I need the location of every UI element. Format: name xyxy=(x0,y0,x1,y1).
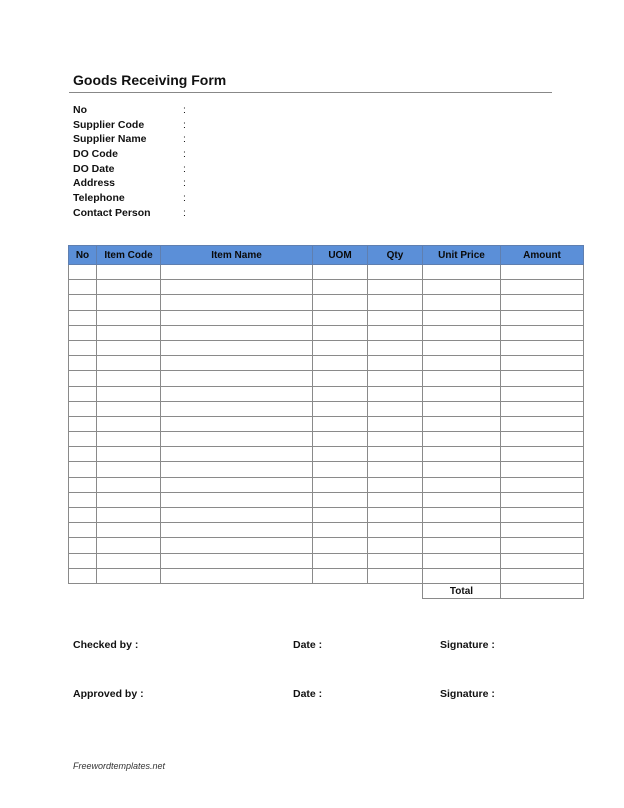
field-separator: : xyxy=(183,104,186,116)
table-cell[interactable] xyxy=(69,401,97,416)
table-cell[interactable] xyxy=(368,508,423,523)
table-cell[interactable] xyxy=(161,523,313,538)
column-header-amount: Amount xyxy=(501,246,584,265)
table-cell[interactable] xyxy=(423,553,501,568)
approved-signature-label: Signature : xyxy=(440,688,495,700)
form-title: Goods Receiving Form xyxy=(73,72,227,88)
field-separator: : xyxy=(183,206,186,219)
table-cell[interactable] xyxy=(368,492,423,507)
field-telephone[interactable] xyxy=(73,191,186,206)
table-cell[interactable] xyxy=(423,310,501,325)
table-cell[interactable] xyxy=(69,416,97,431)
checked-signature-label: Signature : xyxy=(440,639,495,651)
column-header-uom: UOM xyxy=(313,246,368,265)
table-cell[interactable] xyxy=(423,401,501,416)
table-cell[interactable] xyxy=(313,432,368,447)
table-cell[interactable] xyxy=(313,386,368,401)
table-row xyxy=(69,432,584,447)
table-cell[interactable] xyxy=(368,340,423,355)
table-cell[interactable] xyxy=(161,310,313,325)
table-row xyxy=(69,477,584,492)
table-cell[interactable] xyxy=(501,568,584,583)
table-cell[interactable] xyxy=(501,492,584,507)
table-cell[interactable] xyxy=(97,492,161,507)
table-cell[interactable] xyxy=(69,447,97,462)
table-cell[interactable] xyxy=(501,310,584,325)
table-cell[interactable] xyxy=(313,325,368,340)
approved-by-label: Approved by : xyxy=(73,688,144,700)
table-cell[interactable] xyxy=(69,310,97,325)
table-cell[interactable] xyxy=(368,295,423,310)
table-cell[interactable] xyxy=(368,325,423,340)
table-row xyxy=(69,538,584,553)
table-cell[interactable] xyxy=(69,538,97,553)
table-cell[interactable] xyxy=(161,401,313,416)
table-row xyxy=(69,492,584,507)
table-cell[interactable] xyxy=(501,538,584,553)
table-cell[interactable] xyxy=(97,553,161,568)
table-cell[interactable] xyxy=(161,462,313,477)
table-cell[interactable] xyxy=(97,371,161,386)
table-cell[interactable] xyxy=(423,462,501,477)
table-cell[interactable] xyxy=(313,568,368,583)
table-cell[interactable] xyxy=(161,280,313,295)
table-cell[interactable] xyxy=(161,432,313,447)
table-cell[interactable] xyxy=(423,340,501,355)
table-cell[interactable] xyxy=(161,553,313,568)
table-cell[interactable] xyxy=(423,325,501,340)
table-cell[interactable] xyxy=(423,265,501,280)
field-separator: : xyxy=(183,162,186,175)
table-cell[interactable] xyxy=(97,462,161,477)
column-header-no: No xyxy=(69,246,97,265)
table-row xyxy=(69,371,584,386)
table-cell[interactable] xyxy=(368,310,423,325)
table-cell[interactable] xyxy=(501,340,584,355)
table-cell[interactable] xyxy=(69,295,97,310)
checked-date-label: Date : xyxy=(293,639,323,651)
table-cell[interactable] xyxy=(161,447,313,462)
table-cell[interactable] xyxy=(313,462,368,477)
field-do-code[interactable] xyxy=(73,147,186,162)
table-cell[interactable] xyxy=(97,416,161,431)
table-row xyxy=(69,523,584,538)
table-cell[interactable] xyxy=(501,295,584,310)
field-separator: : xyxy=(183,118,186,131)
table-cell[interactable] xyxy=(423,280,501,295)
table-cell[interactable] xyxy=(368,401,423,416)
table-cell[interactable] xyxy=(501,508,584,523)
table-cell[interactable] xyxy=(97,265,161,280)
total-value-cell[interactable] xyxy=(501,583,584,598)
table-cell[interactable] xyxy=(97,295,161,310)
field-label: Telephone xyxy=(73,192,125,205)
table-cell[interactable] xyxy=(69,462,97,477)
table-row xyxy=(69,280,584,295)
table-cell[interactable] xyxy=(423,447,501,462)
table-cell[interactable] xyxy=(69,508,97,523)
table-cell[interactable] xyxy=(501,401,584,416)
table-cell[interactable] xyxy=(161,371,313,386)
table-cell[interactable] xyxy=(161,477,313,492)
column-header-item-code: Item Code xyxy=(97,246,161,265)
field-label: Supplier Code xyxy=(73,118,145,131)
table-cell[interactable] xyxy=(368,280,423,295)
table-cell[interactable] xyxy=(501,553,584,568)
table-cell[interactable] xyxy=(313,340,368,355)
table-cell[interactable] xyxy=(313,538,368,553)
items-table xyxy=(68,245,584,599)
table-row xyxy=(69,447,584,462)
footer-watermark: Freewordtemplates.net xyxy=(73,761,166,771)
header-fields xyxy=(73,103,186,221)
table-cell[interactable] xyxy=(97,340,161,355)
field-separator: : xyxy=(183,177,186,190)
table-cell[interactable] xyxy=(368,432,423,447)
table-cell[interactable] xyxy=(423,295,501,310)
field-supplier-code[interactable] xyxy=(73,118,186,133)
field-label: DO Date xyxy=(73,162,115,175)
table-cell[interactable] xyxy=(368,462,423,477)
table-row xyxy=(69,386,584,401)
table-cell[interactable] xyxy=(161,265,313,280)
table-cell[interactable] xyxy=(368,568,423,583)
table-cell[interactable] xyxy=(97,280,161,295)
table-row xyxy=(69,310,584,325)
table-cell[interactable] xyxy=(501,416,584,431)
table-cell[interactable] xyxy=(313,416,368,431)
table-cell[interactable] xyxy=(423,508,501,523)
table-cell[interactable] xyxy=(423,523,501,538)
table-cell[interactable] xyxy=(423,477,501,492)
column-header-unit-price: Unit Price xyxy=(423,246,501,265)
table-cell[interactable] xyxy=(97,523,161,538)
table-cell[interactable] xyxy=(69,325,97,340)
field-contact-person[interactable] xyxy=(73,206,186,221)
table-cell[interactable] xyxy=(501,325,584,340)
table-row xyxy=(69,508,584,523)
table-cell[interactable] xyxy=(313,553,368,568)
table-cell[interactable] xyxy=(161,295,313,310)
field-label: Supplier Name xyxy=(73,133,147,146)
table-cell[interactable] xyxy=(501,356,584,371)
table-cell[interactable] xyxy=(69,386,97,401)
table-header-row xyxy=(69,246,584,265)
table-cell[interactable] xyxy=(313,310,368,325)
table-cell[interactable] xyxy=(501,280,584,295)
table-cell[interactable] xyxy=(97,325,161,340)
table-row xyxy=(69,568,584,583)
table-cell[interactable] xyxy=(97,477,161,492)
table-cell[interactable] xyxy=(161,568,313,583)
table-row xyxy=(69,340,584,355)
table-row xyxy=(69,416,584,431)
table-cell[interactable] xyxy=(161,356,313,371)
table-cell[interactable] xyxy=(368,356,423,371)
table-cell[interactable] xyxy=(69,356,97,371)
table-cell[interactable] xyxy=(97,356,161,371)
field-label: No xyxy=(73,104,87,116)
table-cell[interactable] xyxy=(368,477,423,492)
table-cell[interactable] xyxy=(423,538,501,553)
table-cell[interactable] xyxy=(501,386,584,401)
table-cell[interactable] xyxy=(423,492,501,507)
table-cell[interactable] xyxy=(313,371,368,386)
table-cell[interactable] xyxy=(313,356,368,371)
field-separator: : xyxy=(183,148,186,161)
table-cell[interactable] xyxy=(97,386,161,401)
table-cell[interactable] xyxy=(161,340,313,355)
table-cell[interactable] xyxy=(69,568,97,583)
table-cell[interactable] xyxy=(97,447,161,462)
table-cell[interactable] xyxy=(161,386,313,401)
table-row xyxy=(69,553,584,568)
field-separator: : xyxy=(183,133,186,146)
table-cell[interactable] xyxy=(97,401,161,416)
table-cell[interactable] xyxy=(313,523,368,538)
table-cell[interactable] xyxy=(313,295,368,310)
table-cell[interactable] xyxy=(368,523,423,538)
total-label: Total xyxy=(423,583,501,598)
total-row-spacer xyxy=(69,583,423,598)
table-cell[interactable] xyxy=(97,508,161,523)
table-cell[interactable] xyxy=(69,265,97,280)
table-cell[interactable] xyxy=(97,432,161,447)
table-row xyxy=(69,401,584,416)
table-cell[interactable] xyxy=(423,356,501,371)
total-row xyxy=(69,583,584,598)
table-cell[interactable] xyxy=(368,416,423,431)
table-cell[interactable] xyxy=(97,538,161,553)
table-cell[interactable] xyxy=(368,386,423,401)
table-cell[interactable] xyxy=(161,416,313,431)
table-row xyxy=(69,325,584,340)
table-body xyxy=(69,265,584,584)
table-cell[interactable] xyxy=(69,432,97,447)
table-cell[interactable] xyxy=(69,523,97,538)
table-cell[interactable] xyxy=(69,371,97,386)
table-cell[interactable] xyxy=(423,568,501,583)
table-cell[interactable] xyxy=(368,447,423,462)
table-cell[interactable] xyxy=(69,477,97,492)
table-row xyxy=(69,295,584,310)
table-cell[interactable] xyxy=(313,401,368,416)
field-label: DO Code xyxy=(73,148,118,161)
table-cell[interactable] xyxy=(97,310,161,325)
table-cell[interactable] xyxy=(423,386,501,401)
table-cell[interactable] xyxy=(313,477,368,492)
table-cell[interactable] xyxy=(368,538,423,553)
table-cell[interactable] xyxy=(368,553,423,568)
field-no[interactable] xyxy=(73,103,186,118)
table-cell[interactable] xyxy=(501,265,584,280)
table-cell[interactable] xyxy=(423,416,501,431)
table-cell[interactable] xyxy=(161,492,313,507)
field-do-date[interactable] xyxy=(73,162,186,177)
table-cell[interactable] xyxy=(313,280,368,295)
table-cell[interactable] xyxy=(368,265,423,280)
field-supplier-name[interactable] xyxy=(73,132,186,147)
table-cell[interactable] xyxy=(313,265,368,280)
field-address[interactable] xyxy=(73,176,186,191)
table-cell[interactable] xyxy=(161,325,313,340)
table-cell[interactable] xyxy=(423,371,501,386)
column-header-item-name: Item Name xyxy=(161,246,313,265)
table-cell[interactable] xyxy=(501,462,584,477)
table-cell[interactable] xyxy=(161,538,313,553)
table-row xyxy=(69,462,584,477)
table-cell[interactable] xyxy=(501,523,584,538)
table-cell[interactable] xyxy=(368,371,423,386)
column-header-qty: Qty xyxy=(368,246,423,265)
table-cell[interactable] xyxy=(69,553,97,568)
table-cell[interactable] xyxy=(501,477,584,492)
table-cell[interactable] xyxy=(501,447,584,462)
table-cell[interactable] xyxy=(161,508,313,523)
table-cell[interactable] xyxy=(69,280,97,295)
field-label: Contact Person xyxy=(73,206,151,219)
table-cell[interactable] xyxy=(313,508,368,523)
table-cell[interactable] xyxy=(313,492,368,507)
table-cell[interactable] xyxy=(97,568,161,583)
table-cell[interactable] xyxy=(313,447,368,462)
title-divider xyxy=(69,92,552,93)
field-label: Address xyxy=(73,177,116,190)
table-row xyxy=(69,265,584,280)
table-cell[interactable] xyxy=(69,492,97,507)
table-row xyxy=(69,356,584,371)
field-separator: : xyxy=(183,192,186,205)
table-cell[interactable] xyxy=(501,432,584,447)
table-cell[interactable] xyxy=(69,340,97,355)
approved-date-label: Date : xyxy=(293,688,323,700)
table-cell[interactable] xyxy=(423,432,501,447)
table-cell[interactable] xyxy=(501,371,584,386)
checked-by-label: Checked by : xyxy=(73,639,139,651)
